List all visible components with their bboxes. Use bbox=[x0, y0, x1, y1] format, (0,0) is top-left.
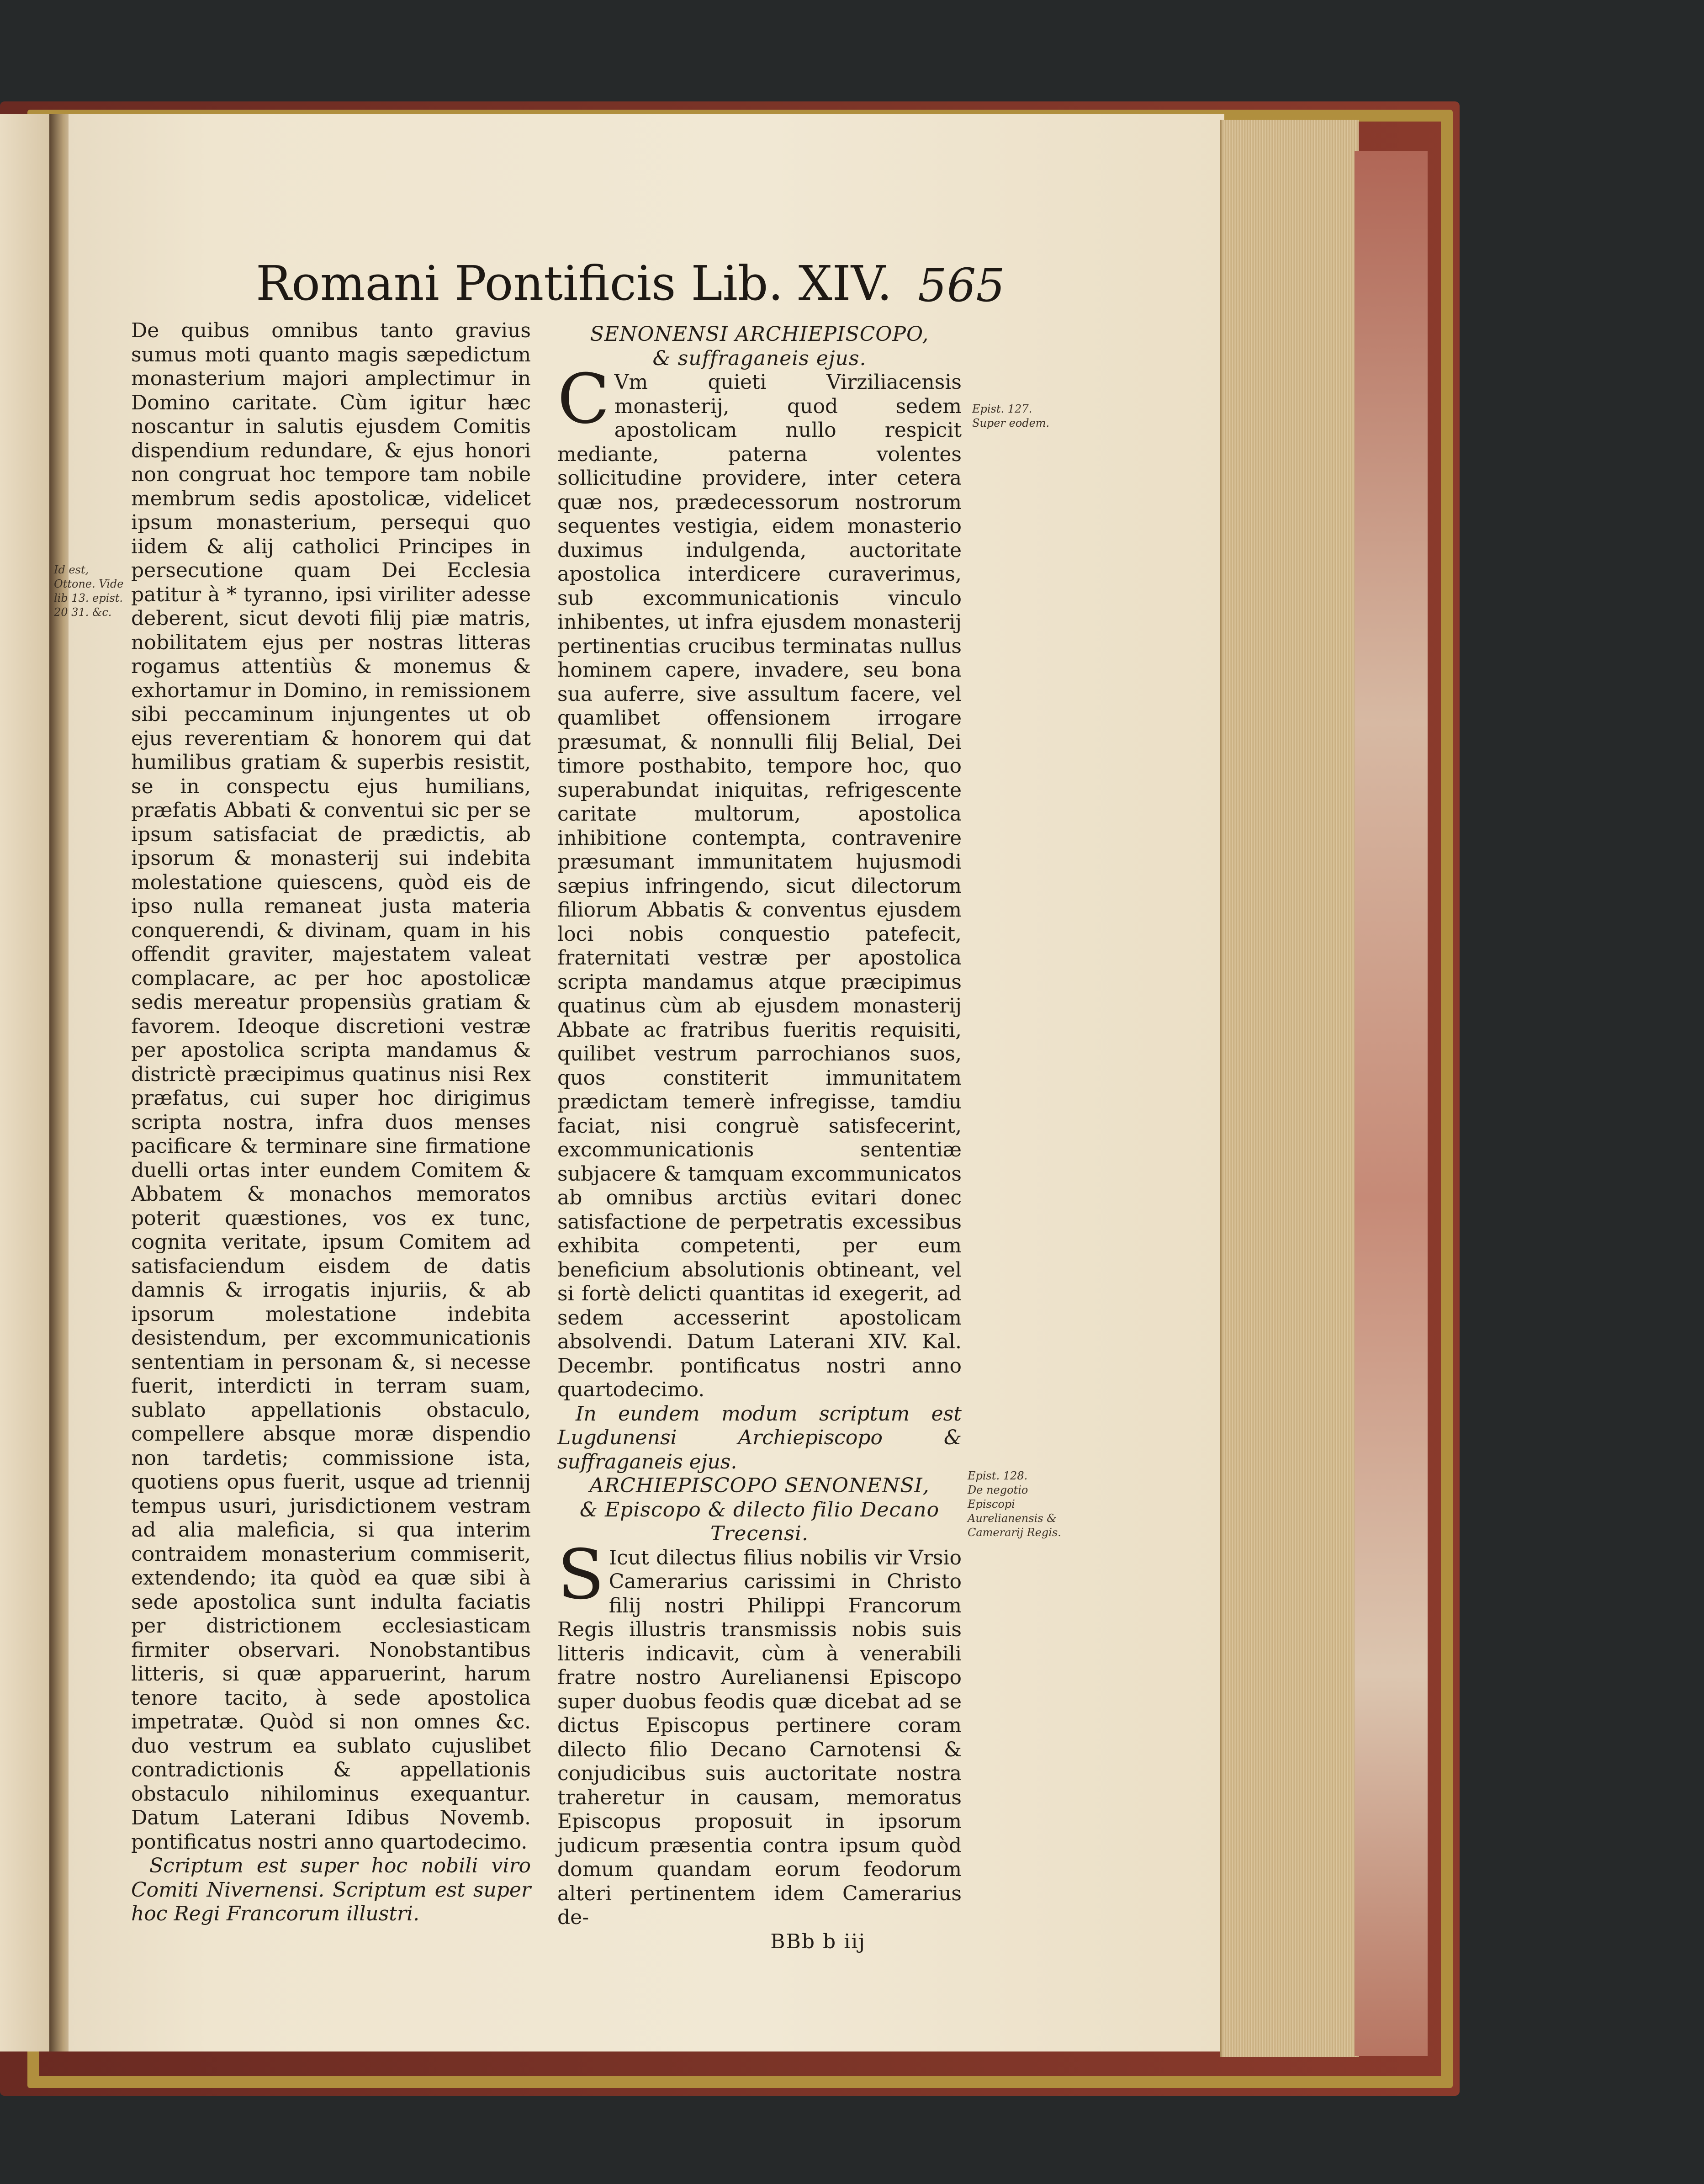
marbled-endpaper bbox=[1355, 151, 1428, 2056]
margin-note-right-1-line-2: Super eodem. bbox=[972, 417, 1050, 429]
signature-mark: BBb b iij bbox=[770, 1930, 866, 1953]
margin-note-right-2-line-1: Epist. 128. bbox=[968, 1469, 1028, 1482]
margin-note-left: Id est, Ottone. Vide lib 13. epist. 20 31. &c. bbox=[54, 563, 124, 619]
letter-1-closing: In eundem modum scriptum est Lugdunensi Archiepiscopo & suffraganeis ejus. bbox=[557, 1402, 962, 1474]
heading-2-line-2: & Episcopo & dilecto filio Decano Trecensi. bbox=[579, 1498, 940, 1545]
left-column bbox=[131, 319, 531, 1926]
heading-2-line-1: ARCHIEPISCOPO SENONENSI, bbox=[589, 1474, 930, 1497]
letter-2-text: SIcut dilectus filius nobilis vir Vrsio Camerarius carissimi in Christo filij nostri Philippi Francorum Regis illustris transmissis nobis suis litteris indicavit, cùm à venerabili fratre nostro Aurelianensi Episcopo super duobus feodis quæ dicebat ad se dictus Episcopus pertinere coram dilecto filio Decano Carnotensi & conjudicibus suis auctoritate nostra traheretur in causam, memoratus Episcopus proposuit in ipsorum judicum præsentia contra ipsum quòd domum quandam eorum feodorum alteri pertinentem idem Camerarius de- bbox=[557, 1535, 962, 1929]
page-number: 565 bbox=[918, 259, 1005, 312]
page-edges bbox=[1220, 120, 1359, 2057]
letter-1-text: CVm quieti Virziliacensis monasterij, quod sedem apostolicam nullo respicit mediante, paterna volentes sollicitudine providere, inter cetera quæ nos, prædecessorum nostrorum sequentes vestigia, eidem monasterio duximus indulgenda, auctoritate apostolica interdicere curaverimus, sub excommunicationis vinculo inhibentes, ut infra ejusdem monasterij pertinentias crucibus terminatas nullus hominem capere, invadere, seu bona sua auferre, sive assultum facere, vel quamlibet offensionem irrogare præsumat, & nonnulli filij Belial, Dei timore posthabito, tempore hoc, quo superabundat iniquitas, refrigescente caritate multorum, apostolica inhibitione contempta, contravenire præsumant immunitatem hujusmodi sæpius infringendo, sicut dilectorum filiorum Abbatis & conventus ejusdem loci nobis conquestio patefecit, fraternitati vestræ per apostolica scripta mandamus atque præcipimus quatinus cùm ab ejusdem monasterij Abbate ac fratribus fueritis requisiti, quilibet vestrum parrochianos suos, quos constiterit immunitatem prædictam temerè infregisse, tamdiu faciat, nisi congruè satisfecerint, excommunicationis sententiæ subjacere & tamquam excommunicatos ab omnibus arctiùs evitari donec satisfactione de perpetratis excessibus exhibita competenti, per eum beneficium absolutionis obtineant, vel si fortè delicti quantitas id exegerit, ad sedem accesserint apostolicam absolvendi. Datum Laterani XIV. Kal. Decembr. pontificatus nostri anno quartodecimo. bbox=[557, 360, 962, 1401]
page-header bbox=[256, 255, 1005, 312]
margin-note-right-1-line-1: Epist. 127. bbox=[972, 403, 1032, 415]
right-column bbox=[557, 323, 962, 1954]
left-page-edge bbox=[0, 114, 52, 2051]
margin-note-right-1 bbox=[972, 402, 1073, 430]
running-title: Romani Pontificis Lib. XIV. bbox=[256, 255, 892, 311]
left-body-text: De quibus omnibus tanto gravius sumus moti quanto magis sæpedictum monasterium majori amplectimur in Domino caritate. Cùm igitur hæc noscantur in salutis ejusdem Comitis dispendium redundare, & ejus honori non congruat hoc tempore tam nobile membrum sedis apostolicæ, videlicet ipsum monasterium, persequi quo iidem & alij catholici Principes in persecutione quam Dei Ecclesia patitur à * tyranno, ipsi viriliter adesse deberent, sicut devoti filij piæ matris, nobilitatem ejus per nostras litteras rogamus attentiùs & monemus & exhortamur in Domino, in remissionem sibi peccaminum injungentes ut ob ejus reverentiam & honorem qui dat humilibus gratiam & superbis resistit, se in conspectu ejus humilians, præfatis Abbati & conventui sic per se ipsum satisfaciat de prædictis, ab ipsorum & monasterij sui indebita molestatione quiescens, quòd eis de ipso nulla remaneat justa materia conquerendi, & divinam, quam in his offendit graviter, majestatem valeat complacare, ac per hoc apostolicæ sedis mereatur propensiùs gratiam & favorem. Ideoque discretioni vestræ per apostolica scripta mandamus & districtè præcipimus quatinus nisi Rex præfatus, cui super hoc dirigimus scripta nostra, infra duos menses pacificare & terminare sine firmatione duelli ortas inter eundem Comitem & Abbatem & monachos memoratos poterit quæstiones, vos ex tunc, cognita veritate, ipsum Comitem ad satisfaciendum eisdem de datis damnis & irrogatis injuriis, & ab ipsorum molestatione indebita desistendum, per excommunicationis sententiam in personam &, si necesse fuerit, interdicti in terram suam, sublato appellationis obstaculo, compellere absque moræ dispendio non tardetis; commissione ista, quotiens opus fuerit, usque ad triennij tempus usuri, jurisdictionem vestram ad alia maleficia, si qua interim contraidem monasterium commiserit, extendendo; ita quòd ea quæ sibi à sede apostolica sunt indulta faciatis per districtionem ecclesiasticam firmiter observari. Nonobstantibus litteris, si quæ apparuerint, harum tenore tacito, à sede apostolica impetratæ. Quòd si non omnes &c. duo vestrum ea sublato cujuslibet contradictionis & appellationis obstaculo nihilominus exequantur. Datum Laterani Idibus Novemb. pontificatus nostri anno quartodecimo. bbox=[131, 319, 531, 1854]
margin-note-right-2-line-2: De negotio Episcopi Aurelianensis & Camerarij Regis. bbox=[968, 1484, 1061, 1539]
heading-1-line-1: SENONENSI ARCHIEPISCOPO, bbox=[590, 323, 929, 346]
heading-1-line-2: & suffraganeis ejus. bbox=[652, 346, 867, 370]
left-closing-note: Scriptum est super hoc nobili viro Comiti Nivernensi. Scriptum est super hoc Regi Francorum illustri. bbox=[131, 1854, 531, 1925]
margin-note-right-2 bbox=[968, 1469, 1073, 1540]
